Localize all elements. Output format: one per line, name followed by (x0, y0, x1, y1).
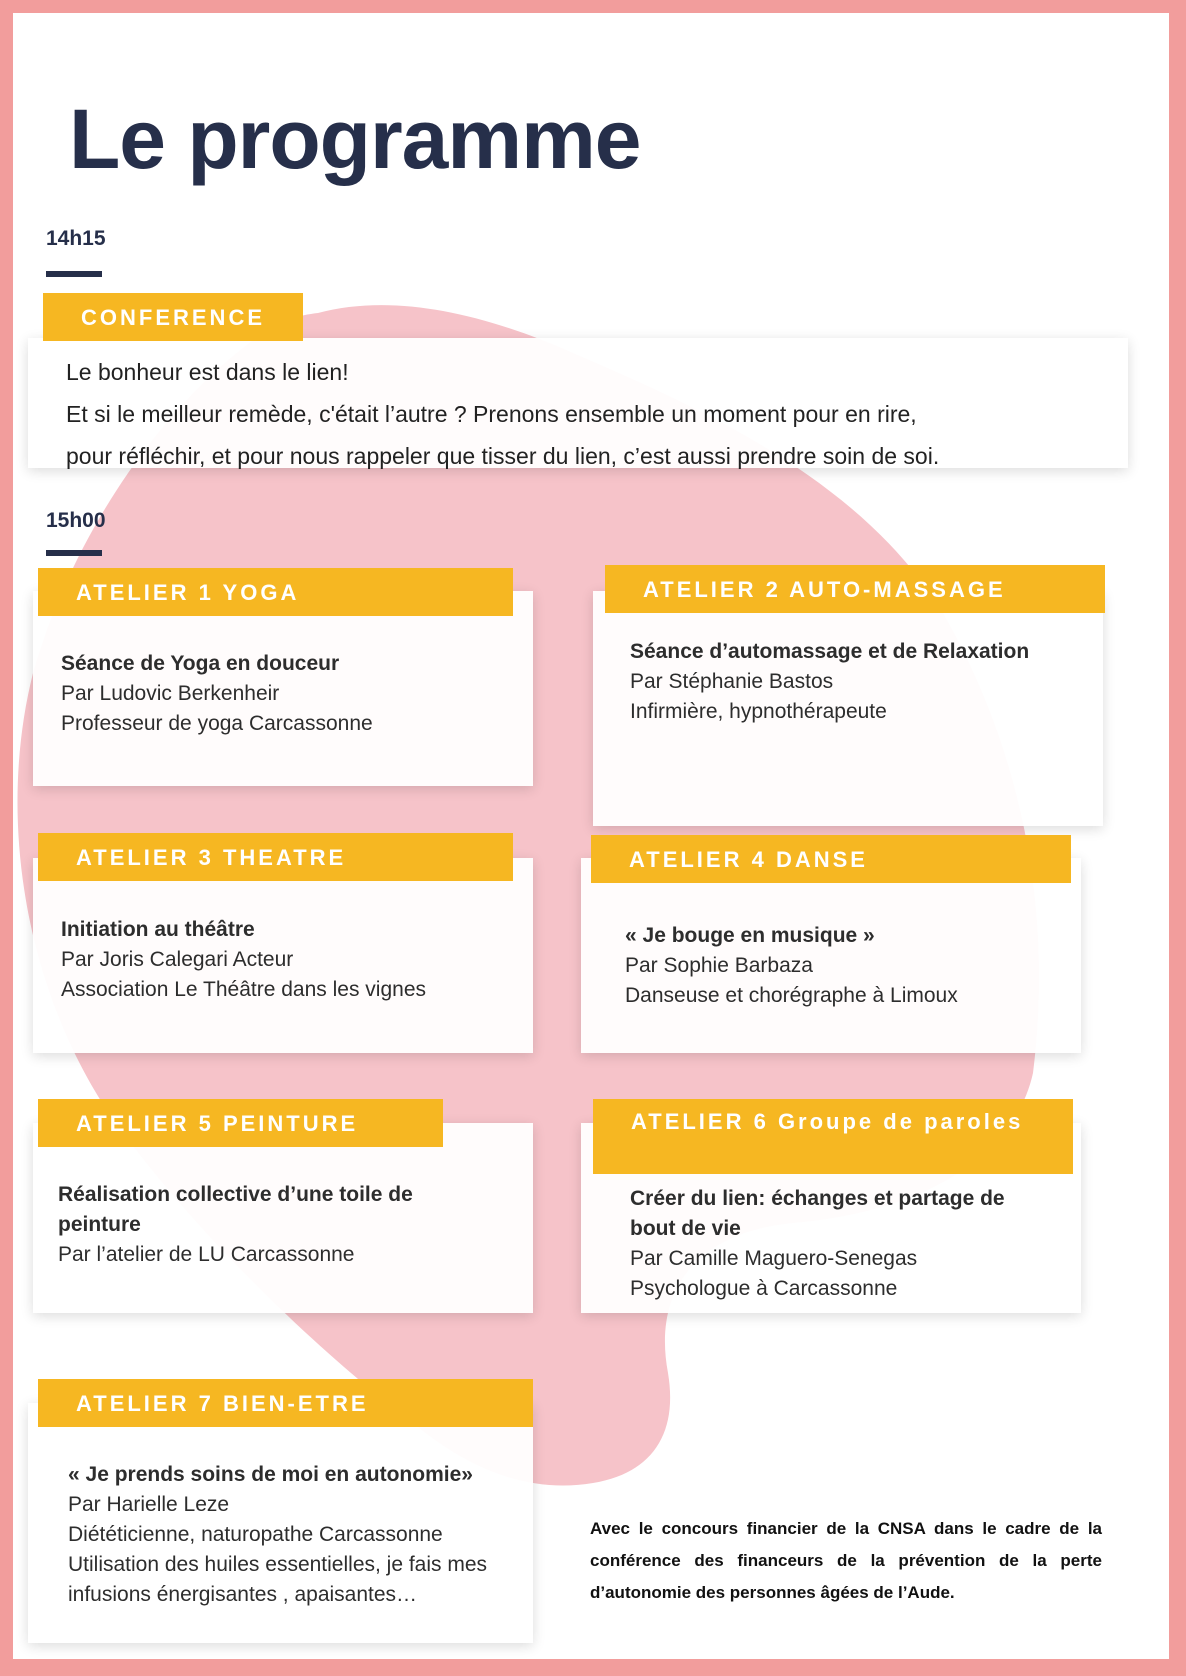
workshop-label-5: ATELIER 5 PEINTURE (38, 1099, 443, 1147)
workshop-text-5 (58, 1180, 458, 1270)
workshop-line: Psychologue à Carcassonne (630, 1277, 898, 1300)
workshop-line: Association Le Théâtre dans les vignes (61, 978, 426, 1001)
workshop-line: Par l’atelier de LU Carcassonne (58, 1243, 355, 1266)
time-underline (46, 271, 102, 277)
conference-line: pour réfléchir, et pour nous rappeler que tisser du lien, c’est aussi prendre soin de soi. (66, 443, 940, 469)
workshop-label-6: ATELIER 6 Groupe de paroles (593, 1099, 1073, 1174)
workshops-time: 15h00 (46, 509, 106, 532)
workshop-text-4 (625, 921, 1055, 1011)
workshop-line: Utilisation des huiles essentielles, je fais mes infusions énergisantes , apaisantes… (68, 1553, 488, 1606)
time-underline (46, 550, 102, 556)
conference-line: Et si le meilleur remède, c'était l’autre ? Prenons ensemble un moment pour en rire, (66, 401, 917, 427)
workshop-title: Créer du lien: échanges et partage de bout de vie (630, 1187, 1005, 1240)
workshop-line: Par Sophie Barbaza (625, 954, 813, 977)
workshop-label-4: ATELIER 4 DANSE (591, 835, 1071, 883)
funding-note: Avec le concours financier de la CNSA dans le cadre de la conférence des financeurs de la prévention de la perte d’autonomie des personnes âgées de l’Aude. (590, 1519, 1102, 1602)
workshop-title: « Je prends soins de moi en autonomie» (68, 1463, 473, 1486)
workshop-text-2 (630, 637, 1090, 727)
workshop-title: Séance d’automassage et de Relaxation (630, 640, 1030, 663)
page (13, 13, 1169, 1659)
workshop-line: Diététicienne, naturopathe Carcassonne (68, 1523, 443, 1546)
workshop-title: Initiation au théâtre (61, 918, 255, 941)
workshop-title: « Je bouge en musique » (625, 924, 875, 947)
workshop-text-3 (61, 915, 511, 1005)
workshop-line: Par Ludovic Berkenheir (61, 682, 280, 705)
workshop-label-3: ATELIER 3 THEATRE (38, 833, 513, 881)
workshop-line: Infirmière, hypnothérapeute (630, 700, 887, 723)
workshop-label-2: ATELIER 2 AUTO-MASSAGE (605, 565, 1105, 613)
workshop-line: Par Camille Maguero-Senegas (630, 1247, 918, 1270)
workshop-line: Par Stéphanie Bastos (630, 670, 834, 693)
workshop-text-7 (68, 1460, 503, 1610)
workshop-label-1: ATELIER 1 YOGA (38, 568, 513, 616)
workshop-text-6 (630, 1184, 1050, 1304)
workshop-line: Par Joris Calegari Acteur (61, 948, 294, 971)
workshop-title: Séance de Yoga en douceur (61, 652, 340, 675)
conference-text (66, 351, 1076, 477)
conference-line: Le bonheur est dans le lien! (66, 359, 349, 385)
workshop-line: Par Harielle Leze (68, 1493, 230, 1516)
workshop-text-1 (61, 649, 501, 739)
workshop-line: Danseuse et chorégraphe à Limoux (625, 984, 958, 1007)
workshop-label-7: ATELIER 7 BIEN-ETRE (38, 1379, 533, 1427)
workshop-title: Réalisation collective d’une toile de peinture (58, 1183, 413, 1236)
conference-time: 14h15 (46, 227, 106, 250)
page-title: Le programme (69, 92, 641, 186)
workshop-line: Professeur de yoga Carcassonne (61, 712, 373, 735)
conference-label: CONFERENCE (43, 293, 303, 341)
